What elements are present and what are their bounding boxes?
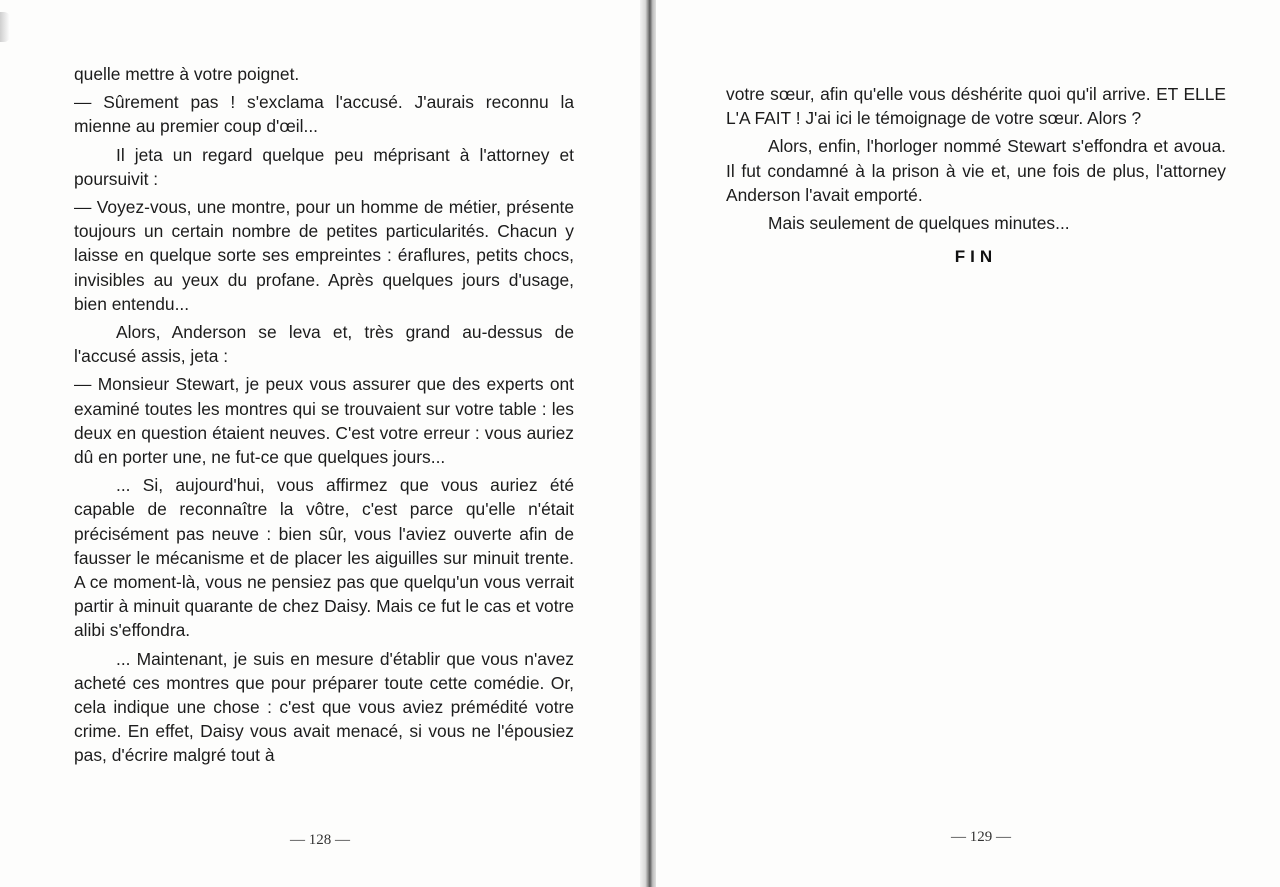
paragraph: — Monsieur Stewart, je peux vous assurer que des experts ont examiné toutes les montres qui se trouvaient sur votre table : les deux en question étaient neuves. C'est votre erreur : vous auriez dû en porter une, ne fut-ce que quelques jours... bbox=[74, 374, 574, 468]
page-edge-mark bbox=[0, 12, 10, 42]
paragraph: Alors, Anderson se leva et, très grand au-dessus de l'accusé assis, jeta : bbox=[74, 322, 574, 367]
paragraph: quelle mettre à votre poignet. bbox=[74, 64, 300, 84]
ending-mark: FIN bbox=[954, 247, 998, 267]
left-page-text bbox=[74, 62, 574, 772]
paragraph: ... Si, aujourd'hui, vous affirmez que vous auriez été capable de reconnaître la vôtre, c'est parce qu'elle n'était précisément pas neuve : bien sûr, vous l'aviez ouverte afin de fausser le mécanisme et de placer les aiguilles sur minuit trente. A ce moment-là, vous ne pensiez pas que quelqu'un vous verrait partir à minuit quarante de chez Daisy. Mais ce fut le cas et votre alibi s'effondra. bbox=[74, 475, 574, 641]
paragraph: — Sûrement pas ! s'exclama l'accusé. J'aurais reconnu la mienne au premier coup d'œil... bbox=[74, 92, 574, 137]
page-number-right: — 129 — bbox=[951, 829, 1011, 845]
paragraph: Il jeta un regard quelque peu méprisant à l'attorney et poursuivit : bbox=[74, 144, 574, 189]
paragraph: votre sœur, afin qu'elle vous déshérite quoi qu'il arrive. ET ELLE L'A FAIT ! J'ai ici le témoignage de votre sœur. Alors ? bbox=[726, 84, 1226, 129]
paragraph: Mais seulement de quelques minutes... bbox=[768, 213, 1070, 234]
paragraph: Alors, enfin, l'horloger nommé Stewart s'effondra et avoua. Il fut condamné à la prison à vie et, une fois de plus, l'attorney Anderson l'avait emporté. bbox=[726, 136, 1226, 205]
paragraph: — Voyez-vous, une montre, pour un homme de métier, présente toujours un certain nombre de petites particularités. Chacun y laisse en quelque sorte ses empreintes : éraflures, petits chocs, invisibles au yeux du profane. Après quelques jours d'usage, bien entendu... bbox=[74, 197, 574, 314]
page-number-left: — 128 — bbox=[290, 832, 350, 848]
right-page-text bbox=[726, 82, 1226, 269]
paragraph: ... Maintenant, je suis en mesure d'établir que vous n'avez acheté ces montres que pour préparer toute cette comédie. Or, cela indique une chose : c'est que vous aviez prémédité votre crime. En effet, Daisy vous avait menacé, si vous ne l'épousiez pas, d'écrire malgré tout à bbox=[74, 648, 574, 766]
